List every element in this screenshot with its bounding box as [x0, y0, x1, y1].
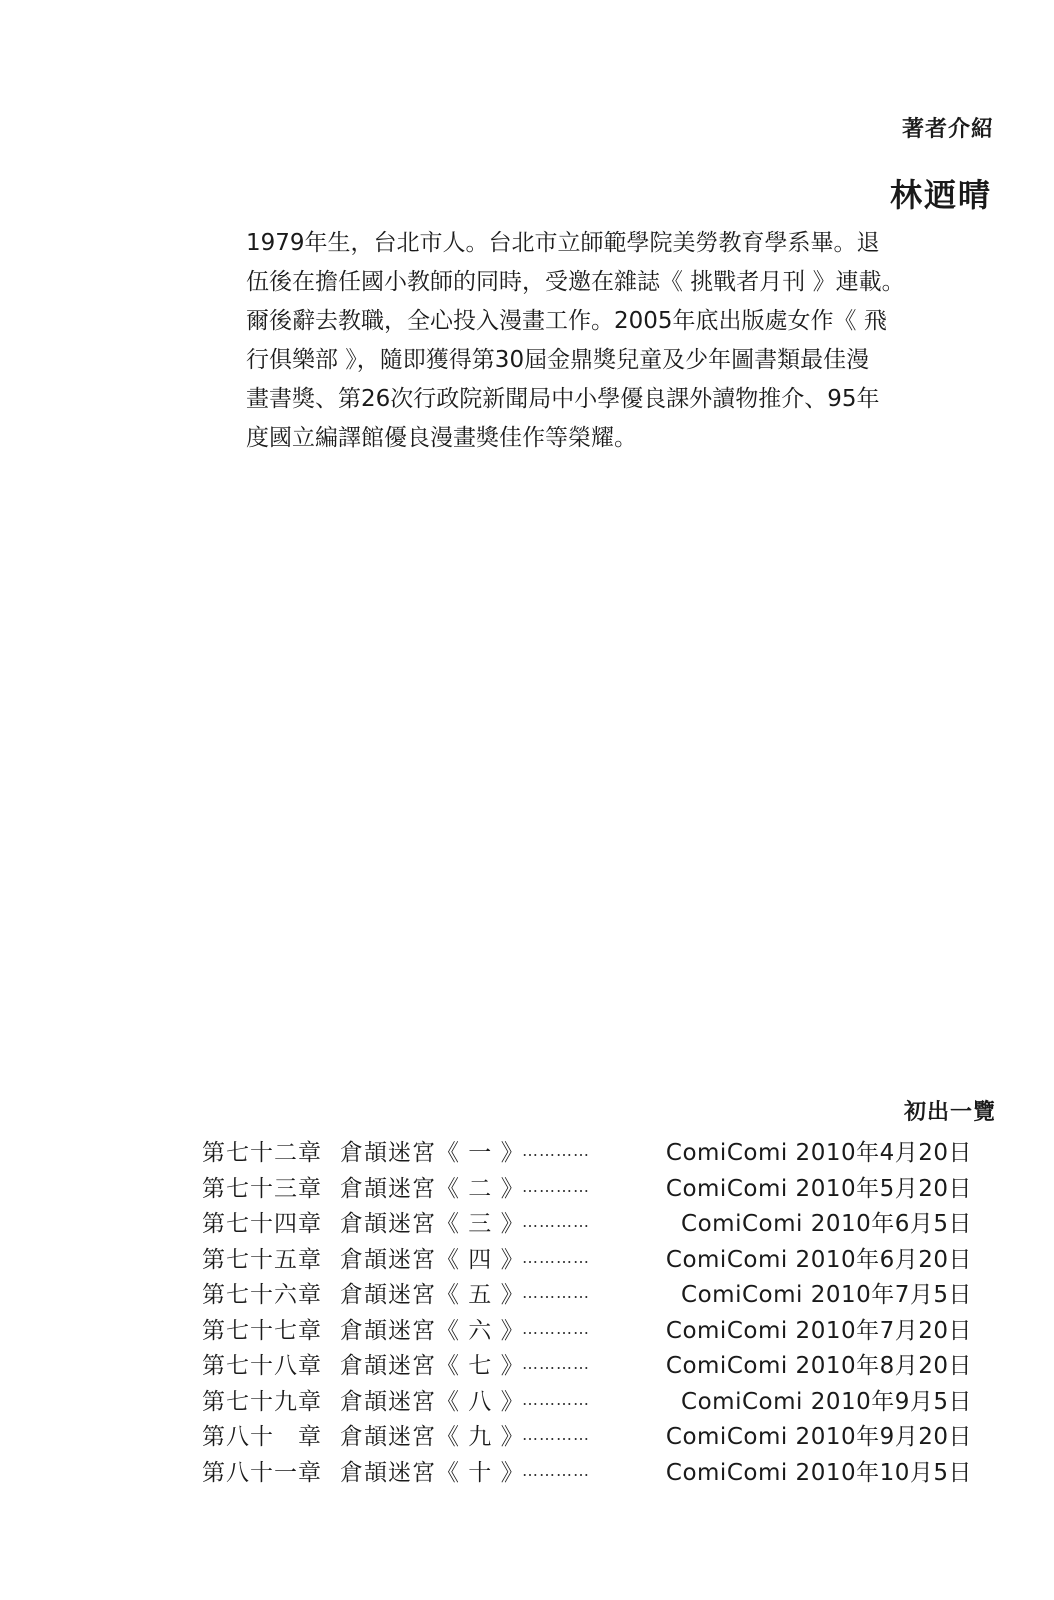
publication-entry	[202, 1275, 992, 1311]
publication-entry	[202, 1133, 992, 1169]
leader-dots: …………	[522, 1176, 590, 1196]
publication-entry	[202, 1417, 992, 1453]
publication-source: ComiComi 2010年7月20日	[665, 1317, 972, 1344]
publication-entry	[202, 1346, 992, 1382]
publication-source: ComiComi 2010年6月5日	[681, 1211, 972, 1238]
chapter-title: 倉頡迷宮《 十 》	[340, 1459, 525, 1486]
publication-source: ComiComi 2010年5月20日	[665, 1175, 972, 1202]
chapter-title: 倉頡迷宮《 五 》	[340, 1282, 525, 1309]
bio-line: 畫書獎、第26次行政院新聞局中小學優良課外讀物推介、95年	[246, 386, 880, 412]
chapter-number: 第七十四章	[202, 1211, 322, 1238]
leader-dots: …………	[522, 1283, 590, 1303]
publication-entry	[202, 1240, 992, 1276]
leader-dots: …………	[522, 1460, 590, 1480]
bio-line: 行俱樂部 》，隨即獲得第30屆金鼎獎兒童及少年圖書類最佳漫	[246, 347, 870, 373]
chapter-number: 第七十七章	[202, 1317, 322, 1344]
author-section-heading: 著者介紹	[901, 117, 994, 142]
chapter-title: 倉頡迷宮《 六 》	[340, 1317, 525, 1344]
publication-entry	[202, 1382, 992, 1418]
publication-source: ComiComi 2010年8月20日	[665, 1353, 972, 1380]
chapter-number: 第七十三章	[202, 1175, 322, 1202]
chapter-number: 第八十 章	[202, 1424, 322, 1451]
chapter-number: 第七十九章	[202, 1388, 322, 1415]
leader-dots: …………	[522, 1212, 590, 1232]
author-bio	[246, 224, 996, 458]
publication-entry	[202, 1311, 992, 1347]
bio-line: 度國立編譯館優良漫畫獎佳作等榮耀。	[246, 425, 637, 451]
leader-dots: …………	[522, 1141, 590, 1161]
publication-source: ComiComi 2010年9月5日	[681, 1388, 972, 1415]
chapter-number: 第八十一章	[202, 1459, 322, 1486]
chapter-number: 第七十五章	[202, 1246, 322, 1273]
leader-dots: …………	[522, 1318, 590, 1338]
leader-dots: …………	[522, 1425, 590, 1445]
chapter-title: 倉頡迷宮《 四 》	[340, 1246, 525, 1273]
publication-entry	[202, 1204, 992, 1240]
publication-source: ComiComi 2010年4月20日	[665, 1140, 972, 1167]
chapter-title: 倉頡迷宮《 七 》	[340, 1353, 525, 1380]
publication-list	[202, 1133, 992, 1488]
chapter-number: 第七十六章	[202, 1282, 322, 1309]
bio-line: 1979年生，台北市人。台北市立師範學院美勞教育學系畢。退	[246, 230, 880, 256]
publication-section-heading: 初出一覽	[903, 1100, 996, 1125]
publication-entry	[202, 1453, 992, 1489]
chapter-title: 倉頡迷宮《 一 》	[340, 1140, 525, 1167]
chapter-title: 倉頡迷宮《 九 》	[340, 1424, 525, 1451]
publication-source: ComiComi 2010年7月5日	[681, 1282, 972, 1309]
chapter-title: 倉頡迷宮《 二 》	[340, 1175, 525, 1202]
bio-line: 爾後辭去教職，全心投入漫畫工作。2005年底出版處女作《 飛	[246, 308, 887, 334]
leader-dots: …………	[522, 1389, 590, 1409]
publication-source: ComiComi 2010年9月20日	[665, 1424, 972, 1451]
author-name: 林迺晴	[889, 176, 992, 214]
leader-dots: …………	[522, 1247, 590, 1267]
chapter-title: 倉頡迷宮《 三 》	[340, 1211, 525, 1238]
publication-source: ComiComi 2010年10月5日	[665, 1459, 972, 1486]
publication-entry	[202, 1169, 992, 1205]
chapter-number: 第七十八章	[202, 1353, 322, 1380]
chapter-title: 倉頡迷宮《 八 》	[340, 1388, 525, 1415]
publication-source: ComiComi 2010年6月20日	[665, 1246, 972, 1273]
bio-line: 伍後在擔任國小教師的同時，受邀在雜誌《 挑戰者月刊 》連載。	[246, 269, 905, 295]
leader-dots: …………	[522, 1354, 590, 1374]
chapter-number: 第七十二章	[202, 1140, 322, 1167]
